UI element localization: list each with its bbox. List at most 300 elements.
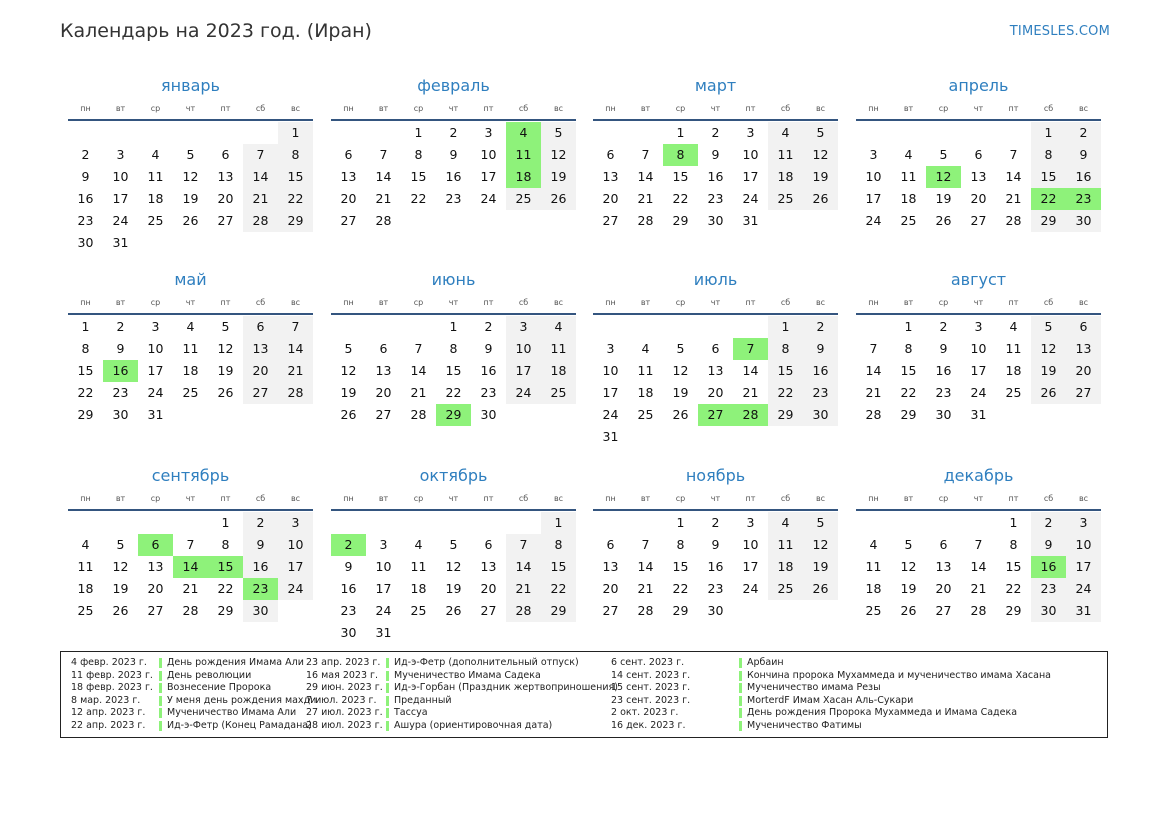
days-grid <box>856 512 1101 622</box>
weekday-label: ср <box>675 104 686 113</box>
month-block <box>68 270 313 426</box>
weekday-label: сб <box>1043 104 1054 113</box>
day-cell: 26 <box>182 213 199 228</box>
day-cell: 19 <box>900 581 917 596</box>
day-cell: 24 <box>742 581 759 596</box>
day-cell: 15 <box>1031 166 1066 188</box>
day-cell: 12 <box>217 341 234 356</box>
day-cell: 17 <box>506 360 541 382</box>
day-cell: 21 <box>410 385 427 400</box>
empty-cell <box>366 512 401 534</box>
legend-holiday-name: Преданный <box>394 694 452 706</box>
day-cell: 24 <box>742 191 759 206</box>
day-cell: 9 <box>116 341 125 356</box>
day-cell: 7 <box>869 341 878 356</box>
empty-cell <box>926 512 961 534</box>
day-cell: 16 <box>77 191 94 206</box>
legend-row <box>611 670 1051 683</box>
empty-cell <box>891 512 926 534</box>
day-cell: 29 <box>278 210 313 232</box>
day-cell: 11 <box>865 559 882 574</box>
month-name: март <box>694 76 737 95</box>
day-cell: 8 <box>1009 537 1018 552</box>
empty-cell <box>401 316 436 338</box>
day-cell: 19 <box>217 363 234 378</box>
day-cell: 1 <box>676 125 685 140</box>
day-cell: 25 <box>1005 385 1022 400</box>
day-cell: 30 <box>340 625 357 640</box>
weekday-label: ср <box>938 104 949 113</box>
day-cell: 8 <box>414 147 423 162</box>
day-cell: 8 <box>81 341 90 356</box>
day-cell: 10 <box>147 341 164 356</box>
day-cell: 31 <box>147 407 164 422</box>
day-cell: 3 <box>746 515 755 530</box>
day-cell: 2 <box>243 512 278 534</box>
day-cell: 26 <box>112 603 129 618</box>
legend-holiday-name: Ашура (ориентировочная дата) <box>394 719 553 731</box>
page-title: Календарь на 2023 год. (Иран) <box>60 20 372 42</box>
weekday-label: пт <box>1008 104 1019 113</box>
day-cell: 1 <box>1031 122 1066 144</box>
empty-cell <box>103 122 138 144</box>
day-cell: 17 <box>970 363 987 378</box>
day-cell: 15 <box>1005 559 1022 574</box>
legend-holiday-name: День революции <box>167 669 252 681</box>
day-cell: 13 <box>602 559 619 574</box>
legend-holiday-name: Арбаин <box>747 657 784 668</box>
legend-color-marker <box>159 671 162 681</box>
holiday-day-cell: 15 <box>208 556 243 578</box>
day-cell: 19 <box>340 385 357 400</box>
day-cell: 12 <box>182 169 199 184</box>
legend-holiday-name: Кончина пророка Мухаммеда и мученичество имама Хасана <box>747 669 1051 681</box>
day-cell: 18 <box>768 556 803 578</box>
weekday-header <box>331 491 576 507</box>
day-cell: 2 <box>711 125 720 140</box>
weekday-header <box>68 295 313 311</box>
weekday-label: пт <box>745 494 756 503</box>
day-cell: 19 <box>445 581 462 596</box>
weekday-label: ср <box>938 494 949 503</box>
day-cell: 31 <box>602 429 619 444</box>
day-cell: 12 <box>541 144 576 166</box>
day-cell: 22 <box>77 385 94 400</box>
day-cell: 13 <box>340 169 357 184</box>
day-cell: 4 <box>768 122 803 144</box>
day-cell: 18 <box>410 581 427 596</box>
day-cell: 3 <box>506 316 541 338</box>
day-cell: 1 <box>904 319 913 334</box>
day-cell: 23 <box>112 385 129 400</box>
weekday-label: ср <box>150 494 161 503</box>
weekday-label: сб <box>780 298 791 307</box>
weekday-label: сб <box>255 298 266 307</box>
legend-color-marker <box>739 721 742 731</box>
legend-row <box>306 707 618 720</box>
empty-cell <box>173 232 208 254</box>
empty-cell <box>768 600 803 622</box>
empty-cell <box>506 404 541 426</box>
empty-cell <box>698 426 733 448</box>
weekday-label: ср <box>413 494 424 503</box>
days-grid <box>856 316 1101 426</box>
legend-color-marker <box>386 721 389 731</box>
day-cell: 7 <box>414 341 423 356</box>
weekday-label: сб <box>255 494 266 503</box>
day-cell: 7 <box>974 537 983 552</box>
day-cell: 29 <box>900 407 917 422</box>
day-cell: 9 <box>81 169 90 184</box>
day-cell: 6 <box>711 341 720 356</box>
holiday-day-cell: 16 <box>103 360 138 382</box>
day-cell: 11 <box>768 534 803 556</box>
day-cell: 22 <box>672 581 689 596</box>
day-cell: 24 <box>1066 578 1101 600</box>
day-cell: 20 <box>340 191 357 206</box>
weekday-label: чт <box>448 298 459 307</box>
month-name: август <box>950 270 1007 289</box>
day-cell: 13 <box>970 169 987 184</box>
legend-row <box>306 695 618 708</box>
weekday-label: ср <box>150 298 161 307</box>
empty-cell <box>243 122 278 144</box>
day-cell: 18 <box>637 385 654 400</box>
day-cell: 9 <box>939 341 948 356</box>
weekday-label: чт <box>710 494 721 503</box>
day-cell: 14 <box>1005 169 1022 184</box>
weekday-label: вс <box>815 298 826 307</box>
day-cell: 10 <box>970 341 987 356</box>
header-rule <box>331 313 576 315</box>
day-cell: 5 <box>939 147 948 162</box>
days-grid <box>68 512 313 622</box>
legend-row <box>306 670 618 683</box>
empty-cell <box>996 404 1031 426</box>
day-cell: 11 <box>637 363 654 378</box>
weekday-label: сб <box>780 494 791 503</box>
day-cell: 7 <box>641 537 650 552</box>
day-cell: 6 <box>974 147 983 162</box>
weekday-label: вт <box>903 104 914 113</box>
day-cell: 11 <box>1005 341 1022 356</box>
day-cell: 17 <box>742 559 759 574</box>
weekday-label: чт <box>185 298 196 307</box>
legend-date: 7 июл. 2023 г. <box>306 694 377 706</box>
legend-date: 28 июл. 2023 г. <box>306 719 383 731</box>
day-cell: 8 <box>904 341 913 356</box>
weekday-label: вт <box>640 494 651 503</box>
day-cell: 14 <box>278 338 313 360</box>
legend-date: 18 февр. 2023 г. <box>71 682 153 694</box>
day-cell: 9 <box>344 559 353 574</box>
legend-holiday-name: Мученичество Фатимы <box>747 719 862 731</box>
legend-holiday-name: Ид-э-Фетр (дополнительный отпуск) <box>394 657 579 668</box>
day-cell: 23 <box>77 213 94 228</box>
day-cell: 11 <box>182 341 199 356</box>
day-cell: 28 <box>375 213 392 228</box>
empty-cell <box>628 512 663 534</box>
day-cell: 22 <box>278 188 313 210</box>
day-cell: 4 <box>414 537 423 552</box>
day-cell: 23 <box>1031 578 1066 600</box>
empty-cell <box>768 426 803 448</box>
empty-cell <box>173 122 208 144</box>
day-cell: 29 <box>672 603 689 618</box>
day-cell: 6 <box>221 147 230 162</box>
empty-cell <box>926 122 961 144</box>
day-cell: 2 <box>449 125 458 140</box>
weekday-label: чт <box>448 104 459 113</box>
day-cell: 27 <box>602 603 619 618</box>
day-cell: 27 <box>970 213 987 228</box>
empty-cell <box>541 404 576 426</box>
day-cell: 30 <box>1031 600 1066 622</box>
day-cell: 18 <box>541 360 576 382</box>
day-cell: 28 <box>410 407 427 422</box>
day-cell: 30 <box>707 603 724 618</box>
day-cell: 6 <box>243 316 278 338</box>
empty-cell <box>541 622 576 644</box>
weekday-label: вт <box>115 104 126 113</box>
weekday-label: чт <box>973 494 984 503</box>
empty-cell <box>506 210 541 232</box>
day-cell: 13 <box>935 559 952 574</box>
day-cell: 23 <box>935 385 952 400</box>
day-cell: 5 <box>803 512 838 534</box>
days-grid <box>331 122 576 232</box>
day-cell: 11 <box>77 559 94 574</box>
header-rule <box>856 509 1101 511</box>
legend-date: 22 апр. 2023 г. <box>71 719 146 731</box>
day-cell: 10 <box>742 147 759 162</box>
day-cell: 9 <box>449 147 458 162</box>
header-rule <box>68 313 313 315</box>
legend-date: 6 сент. 2023 г. <box>611 657 685 668</box>
day-cell: 25 <box>506 188 541 210</box>
day-cell: 5 <box>449 537 458 552</box>
day-cell: 21 <box>637 191 654 206</box>
day-cell: 29 <box>217 603 234 618</box>
day-cell: 6 <box>606 537 615 552</box>
day-cell: 13 <box>375 363 392 378</box>
weekday-header <box>856 491 1101 507</box>
day-cell: 19 <box>803 556 838 578</box>
day-cell: 9 <box>1066 144 1101 166</box>
weekday-label: пн <box>868 104 879 113</box>
legend-row <box>71 670 316 683</box>
day-cell: 2 <box>1066 122 1101 144</box>
empty-cell <box>856 122 891 144</box>
day-cell: 3 <box>116 147 125 162</box>
day-cell: 23 <box>707 581 724 596</box>
legend-color-marker <box>159 696 162 706</box>
day-cell: 16 <box>935 363 952 378</box>
day-cell: 10 <box>1066 534 1101 556</box>
day-cell: 19 <box>1031 360 1066 382</box>
day-cell: 22 <box>541 578 576 600</box>
empty-cell <box>208 232 243 254</box>
empty-cell <box>698 316 733 338</box>
legend-column <box>611 657 1051 733</box>
legend-holiday-name: Мученичество имама Резы <box>747 682 881 694</box>
legend-row <box>306 657 618 670</box>
day-cell: 7 <box>243 144 278 166</box>
day-cell: 30 <box>480 407 497 422</box>
day-cell: 22 <box>217 581 234 596</box>
holiday-day-cell: 18 <box>506 166 541 188</box>
day-cell: 10 <box>506 338 541 360</box>
legend-color-marker <box>386 708 389 718</box>
day-cell: 28 <box>506 600 541 622</box>
weekday-label: пт <box>1008 494 1019 503</box>
day-cell: 12 <box>112 559 129 574</box>
legend-color-marker <box>739 671 742 681</box>
day-cell: 15 <box>900 363 917 378</box>
site-link[interactable]: TIMESLES.COM <box>1009 24 1110 39</box>
weekday-label: чт <box>710 298 721 307</box>
weekday-label: пн <box>343 494 354 503</box>
empty-cell <box>541 210 576 232</box>
legend-holiday-name: У меня день рождения махди <box>167 694 317 706</box>
day-cell: 14 <box>637 559 654 574</box>
month-name: февраль <box>417 76 490 95</box>
day-cell: 5 <box>904 537 913 552</box>
legend-row <box>611 657 1051 670</box>
day-cell: 17 <box>147 363 164 378</box>
weekday-label: вс <box>1078 298 1089 307</box>
day-cell: 14 <box>742 363 759 378</box>
header-rule <box>593 119 838 121</box>
legend-color-marker <box>159 683 162 693</box>
day-cell: 11 <box>147 169 164 184</box>
day-cell: 27 <box>147 603 164 618</box>
day-cell: 21 <box>1005 191 1022 206</box>
day-cell: 29 <box>541 600 576 622</box>
holiday-day-cell: 16 <box>1031 556 1066 578</box>
day-cell: 19 <box>182 191 199 206</box>
day-cell: 3 <box>746 125 755 140</box>
legend-date: 12 апр. 2023 г. <box>71 707 146 719</box>
day-cell: 4 <box>768 512 803 534</box>
day-cell: 31 <box>970 407 987 422</box>
day-cell: 5 <box>221 319 230 334</box>
day-cell: 6 <box>379 341 388 356</box>
weekday-label: чт <box>185 104 196 113</box>
weekday-header <box>856 101 1101 117</box>
day-cell: 27 <box>217 213 234 228</box>
weekday-label: пт <box>483 298 494 307</box>
day-cell: 18 <box>182 363 199 378</box>
legend-row <box>71 657 316 670</box>
day-cell: 15 <box>541 556 576 578</box>
day-cell: 28 <box>1005 213 1022 228</box>
day-cell: 26 <box>935 213 952 228</box>
empty-cell <box>401 210 436 232</box>
empty-cell <box>471 512 506 534</box>
weekday-header <box>68 101 313 117</box>
day-cell: 17 <box>278 556 313 578</box>
day-cell: 15 <box>278 166 313 188</box>
header-rule <box>593 509 838 511</box>
empty-cell <box>803 426 838 448</box>
weekday-label: пн <box>868 298 879 307</box>
empty-cell <box>506 622 541 644</box>
day-cell: 8 <box>221 537 230 552</box>
empty-cell <box>173 404 208 426</box>
month-block <box>68 466 313 622</box>
empty-cell <box>401 512 436 534</box>
day-cell: 3 <box>606 341 615 356</box>
weekday-label: сб <box>780 104 791 113</box>
day-cell: 28 <box>182 603 199 618</box>
weekday-label: вт <box>903 298 914 307</box>
day-cell: 8 <box>278 144 313 166</box>
legend-date: 29 июн. 2023 г. <box>306 682 383 694</box>
day-cell: 4 <box>81 537 90 552</box>
day-cell: 12 <box>900 559 917 574</box>
day-cell: 19 <box>935 191 952 206</box>
day-cell: 11 <box>768 144 803 166</box>
empty-cell <box>733 316 768 338</box>
holiday-day-cell: 29 <box>436 404 471 426</box>
day-cell: 22 <box>768 382 803 404</box>
day-cell: 26 <box>217 385 234 400</box>
weekday-label: вс <box>815 104 826 113</box>
day-cell: 25 <box>77 603 94 618</box>
day-cell: 27 <box>375 407 392 422</box>
weekday-label: вс <box>1078 104 1089 113</box>
day-cell: 7 <box>379 147 388 162</box>
empty-cell <box>628 426 663 448</box>
holiday-day-cell: 28 <box>733 404 768 426</box>
day-cell: 16 <box>803 360 838 382</box>
day-cell: 26 <box>803 578 838 600</box>
legend-holiday-name: День рождения Пророка Мухаммеда и Имама Садека <box>747 707 1018 719</box>
day-cell: 3 <box>974 319 983 334</box>
empty-cell <box>278 232 313 254</box>
header-rule <box>856 313 1101 315</box>
day-cell: 8 <box>449 341 458 356</box>
weekday-label: чт <box>973 298 984 307</box>
day-cell: 30 <box>1066 210 1101 232</box>
weekday-label: вт <box>903 494 914 503</box>
legend-row <box>306 720 618 733</box>
empty-cell <box>243 404 278 426</box>
day-cell: 9 <box>484 341 493 356</box>
day-cell: 1 <box>768 316 803 338</box>
day-cell: 19 <box>803 166 838 188</box>
day-cell: 23 <box>340 603 357 618</box>
empty-cell <box>138 122 173 144</box>
empty-cell <box>593 512 628 534</box>
day-cell: 16 <box>340 581 357 596</box>
day-cell: 14 <box>637 169 654 184</box>
weekday-label: ср <box>413 104 424 113</box>
weekday-label: вс <box>553 104 564 113</box>
day-cell: 28 <box>637 603 654 618</box>
month-name: сентябрь <box>151 466 230 485</box>
day-cell: 26 <box>1031 382 1066 404</box>
empty-cell <box>436 210 471 232</box>
day-cell: 20 <box>602 191 619 206</box>
holiday-legend <box>60 651 1108 738</box>
empty-cell <box>1066 404 1101 426</box>
day-cell: 1 <box>1009 515 1018 530</box>
weekday-label: вт <box>378 298 389 307</box>
legend-holiday-name: Ид-э-Фетр (Конец Рамадана) <box>167 719 312 731</box>
legend-row <box>611 720 1051 733</box>
